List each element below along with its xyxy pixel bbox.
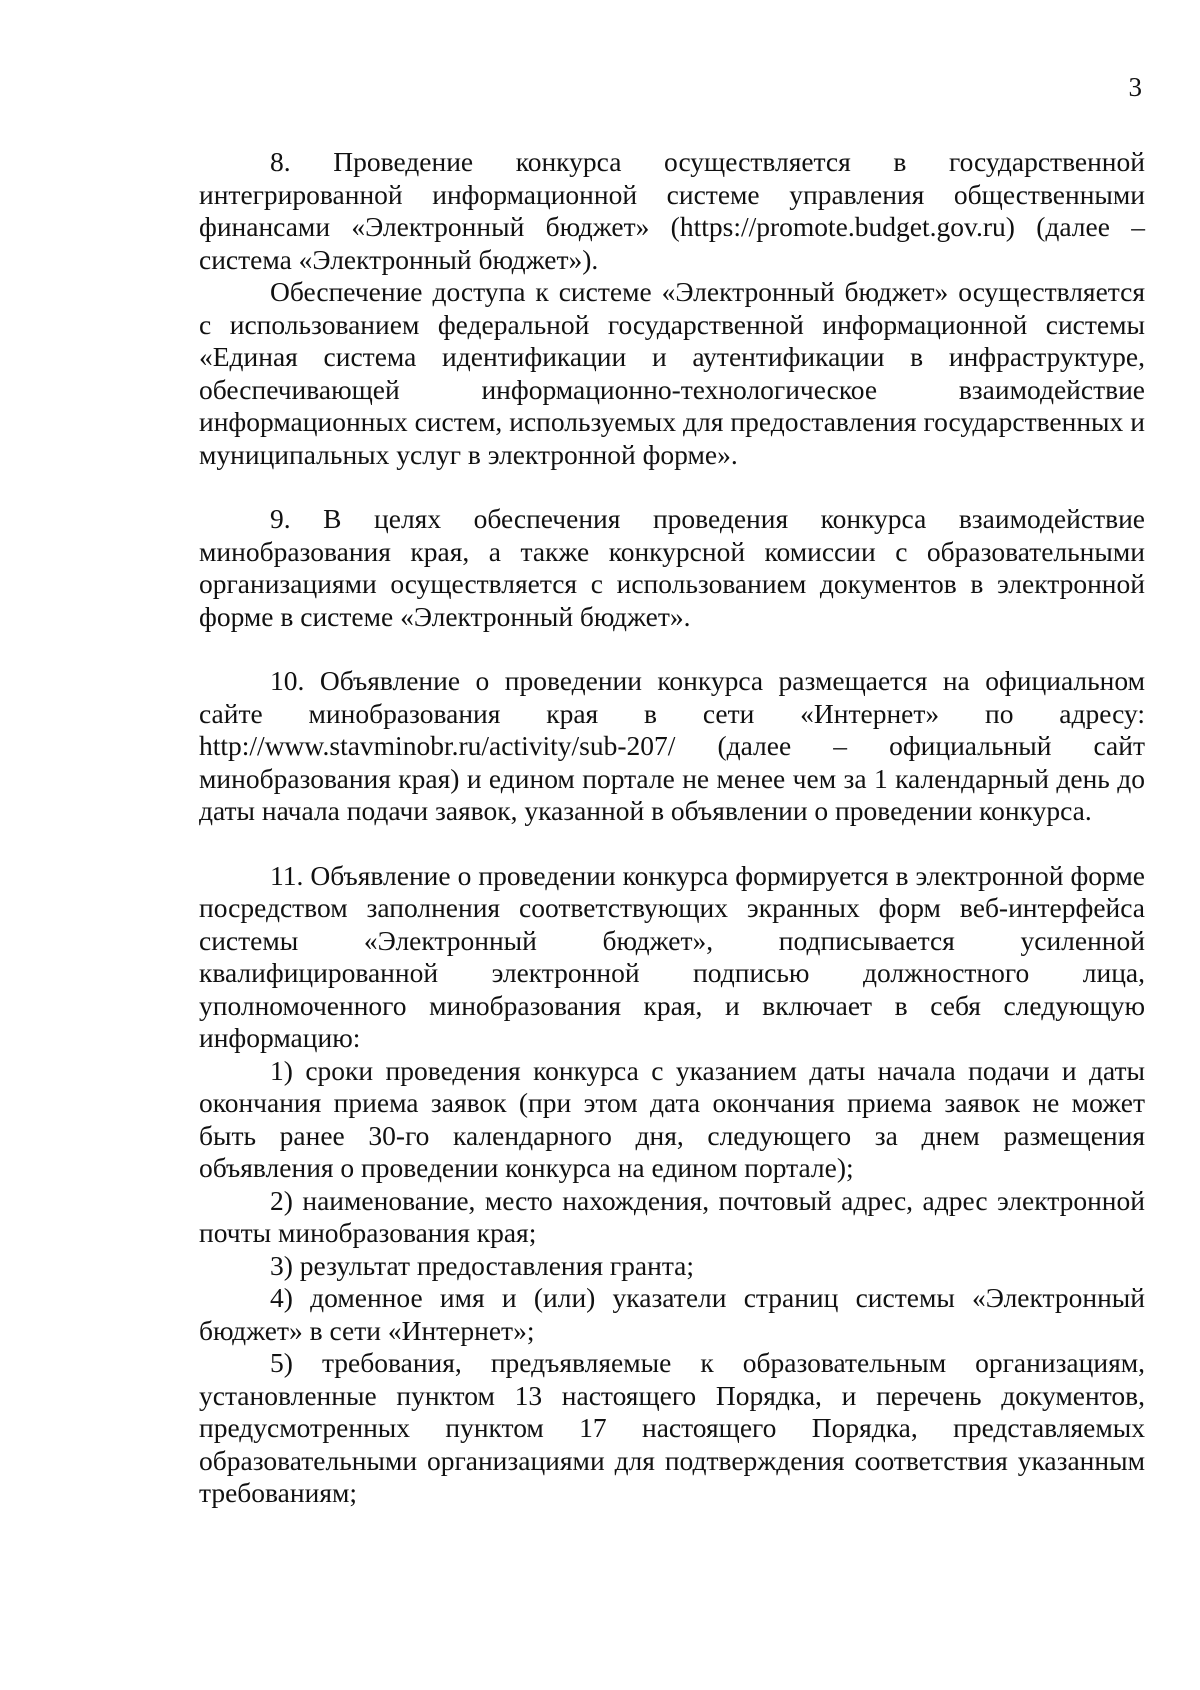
- list-item-1: 1) сроки проведения конкурса с указанием даты начала подачи и даты окончания приема заявок (при этом дата окончания приема заявок не может быть ранее 30-го календарного дня, следующего за днем размещения объявления о проведении конкурса на едином портале);: [199, 1054, 1145, 1183]
- list-item-2: 2) наименование, место нахождения, почтовый адрес, адрес электронной почты минобразования края;: [199, 1184, 1145, 1248]
- list-item-3: 3) результат предоставления гранта;: [270, 1249, 695, 1281]
- paragraph-10: 10. Объявление о проведении конкурса размещается на официальном сайте минобразования края в сети «Интернет» по адресу: http://www.stavminobr.ru/activity/sub-207/ (далее – официальный сайт минобразования края) и едином портале не менее чем за 1 календарный день до даты начала подачи заявок, указанной в объявлении о проведении конкурса.: [199, 665, 1145, 826]
- list-item-4: 4) доменное имя и (или) указатели страниц системы «Электронный бюджет» в сети «Интернет»;: [199, 1282, 1145, 1346]
- list-item-5: 5) требования, предъявляемые к образовательным организациям, установленные пунктом 13 настоящего Порядка, и перечень документов, предусмотренных пунктом 17 настоящего Порядка, представляемых образовательными организациями для подтверждения соответствия указанным требованиям;: [199, 1347, 1145, 1508]
- page-number: 3: [1128, 72, 1142, 102]
- paragraph-11: 11. Объявление о проведении конкурса формируется в электронной форме посредством заполнения соответствующих экранных форм веб-интерфейса системы «Электронный бюджет», подписывается усиленной квалифицированной электронной подписью должностного лица, уполномоченного минобразования края, и включает в себя следующую информацию:: [199, 859, 1145, 1053]
- paragraph-9: 9. В целях обеспечения проведения конкурса взаимодействие минобразования края, а также конкурсной комиссии с образовательными организациями осуществляется с использованием документов в электронной форме в системе «Электронный бюджет».: [199, 503, 1145, 632]
- document-body: [199, 146, 1145, 1510]
- paragraph-8: 8. Проведение конкурса осуществляется в государственной интегрированной информационной системе управления общественными финансами «Электронный бюджет» (https://promote.budget.gov.ru) (далее – система «Электронный бюджет»).: [199, 146, 1145, 275]
- paragraph-8-access: Обеспечение доступа к системе «Электронный бюджет» осуществляется с использованием федеральной государственной информационной системы «Единая система идентификации и аутентификации в инфраструктуре, обеспечивающей информационно-технологическое взаимодействие информационных систем, используемых для предоставления государственных и муниципальных услуг в электронной форме».: [199, 276, 1145, 470]
